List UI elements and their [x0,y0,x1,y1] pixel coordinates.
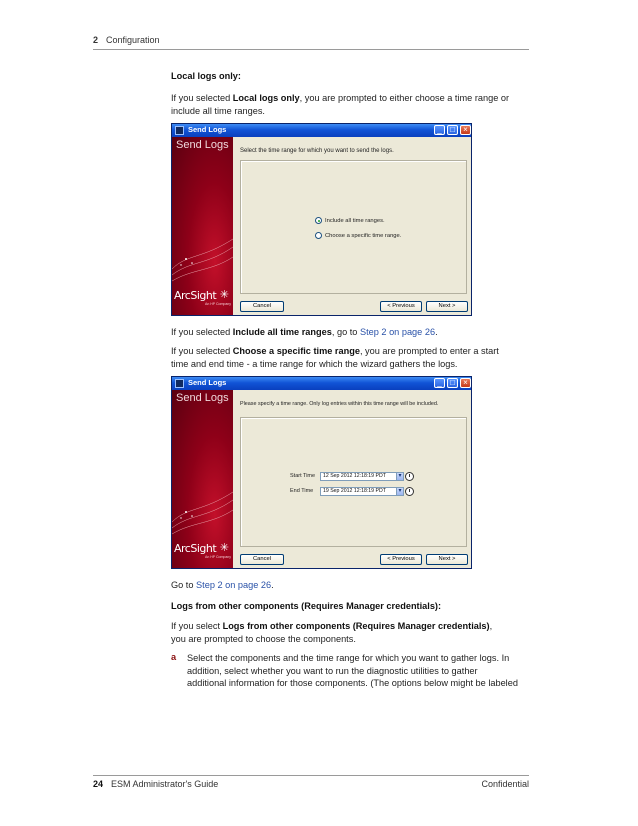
app-icon [175,126,184,135]
minimize-icon: _ [437,125,442,134]
step-2-link[interactable]: Step 2 on page 26 [359,327,436,337]
send-logs-dialog-specify-range [171,376,472,569]
minimize-icon: _ [437,378,442,387]
decorative-swirl-graphic [172,199,233,289]
end-time-label: End Time [290,488,314,494]
step-letter-a: a [171,652,177,662]
radio-include-all-time-ranges[interactable]: Include all time ranges. [315,217,385,224]
header-rule [93,49,529,50]
footer-rule [93,775,529,776]
send-logs-dialog-time-range [171,123,472,316]
wizard-side-banner [172,137,233,315]
decorative-swirl-graphic [172,452,233,542]
wizard-instruction: Please specify a time range. Only log entries within this time range will be included. [240,401,439,407]
footer-left [93,779,218,789]
start-time-field[interactable]: 12 Sep 2012 12:18:19 PDT [320,472,397,481]
side-title: Send Logs [176,139,229,151]
start-time-clock-icon[interactable] [405,472,414,481]
next-button[interactable]: Next > [426,301,468,312]
cancel-button[interactable]: Cancel [240,301,284,312]
minimize-button[interactable] [434,125,445,135]
guide-title: ESM Administrator's Guide [111,779,219,789]
app-icon [175,379,184,388]
step-a-text: Select the components and the time range for which you want to gather logs. In addition, select whether you want to run the diagnostic utilities to gather additional information for those components. (The options below might be labeled [187,653,518,688]
radio-unselected-indicator[interactable] [315,232,322,239]
start-time-dropdown[interactable]: ▾ [396,472,404,481]
end-time-field[interactable]: 19 Sep 2012 12:18:19 PDT [320,487,397,496]
other-components-paragraph: If you select Logs from other components (Requires Manager credentials), you are prompted to choose the components. [171,621,493,644]
window-title: Send Logs [188,125,227,134]
time-range-panel [240,417,467,547]
maximize-icon: □ [450,378,455,387]
confidential-label: Confidential [481,779,529,789]
next-button[interactable]: Next > [426,554,468,565]
minimize-button[interactable] [434,378,445,388]
window-titlebar [172,377,471,390]
previous-button[interactable]: < Previous [380,301,422,312]
local-logs-heading: Local logs only: [171,71,241,81]
wizard-instruction: Select the time range for which you want to send the logs. [240,148,394,154]
maximize-icon: □ [450,125,455,134]
side-title: Send Logs [176,392,229,404]
maximize-button[interactable] [447,125,458,135]
previous-button[interactable]: < Previous [380,554,422,565]
wizard-side-banner [172,390,233,568]
window-titlebar [172,124,471,137]
page-number: 24 [93,779,104,789]
window-title: Send Logs [188,378,227,387]
arcsight-logo: ArcSight ✳ An HP Company [174,542,231,559]
go-to-step-2: Go to Step 2 on page 26. [171,580,274,590]
options-panel [240,160,467,294]
other-components-heading: Logs from other components (Requires Manager credentials): [171,601,442,611]
include-all-instruction: If you selected Include all time ranges, go to Step 2 on page 26. [171,327,438,337]
close-icon: × [463,378,468,387]
step-2-link[interactable]: Step 2 on page 26 [196,580,272,590]
radio-selected-indicator[interactable] [315,217,322,224]
specific-range-paragraph: If you selected Choose a specific time range, you are prompted to enter a start time and end time - a time range for which the wizard gathers the logs. [171,346,499,369]
local-logs-paragraph: If you selected Local logs only, you are prompted to either choose a time range or include all time ranges. [171,93,510,116]
close-icon: × [463,125,468,134]
running-header [93,35,160,45]
close-button[interactable] [460,125,471,135]
cancel-button[interactable]: Cancel [240,554,284,565]
end-time-dropdown[interactable]: ▾ [396,487,404,496]
chapter-number: 2 [93,35,99,45]
close-button[interactable] [460,378,471,388]
start-time-label: Start Time [290,473,316,479]
arcsight-logo: ArcSight ✳ An HP Company [174,289,231,306]
chapter-title: Configuration [106,35,160,45]
radio-choose-specific-time-range[interactable]: Choose a specific time range. [315,232,401,239]
maximize-button[interactable] [447,378,458,388]
end-time-clock-icon[interactable] [405,487,414,496]
